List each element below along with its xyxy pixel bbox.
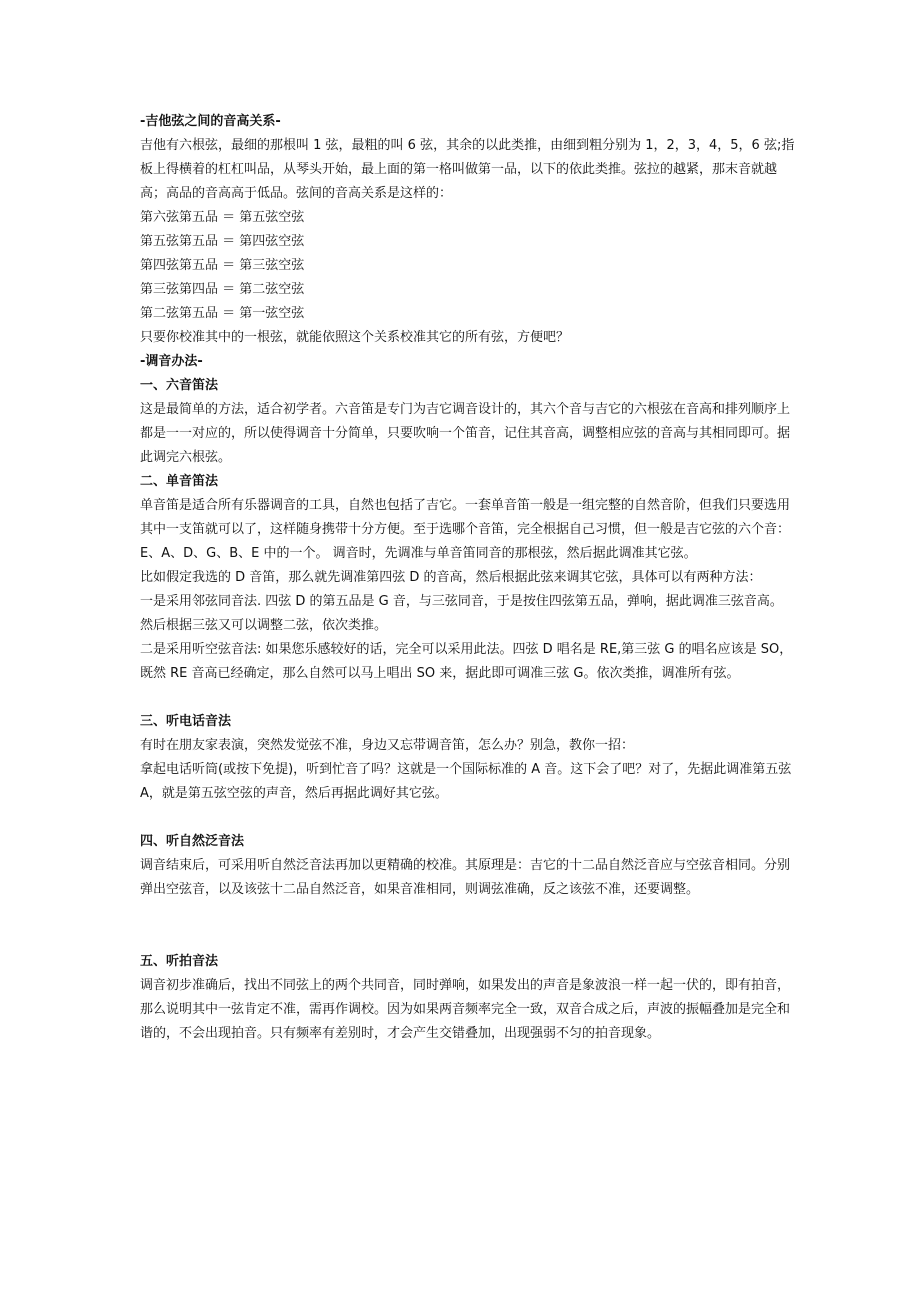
relation-line: 第四弦第五品 ＝ 第三弦空弦: [140, 258, 305, 273]
relation-line: 第三弦第四品 ＝ 第二弦空弦: [140, 282, 305, 297]
spacer: [140, 686, 795, 710]
method-3-title: 三、听电话音法: [140, 714, 232, 729]
spacer: [140, 806, 795, 830]
relation-line: 第六弦第五品 ＝ 第五弦空弦: [140, 210, 305, 225]
spacer: [140, 902, 795, 950]
method-2-example: 比如假定我选的 D 音笛，那么就先调准第四弦 D 的音高，然后根据此弦来调其它弦，具体可以有两种方法：: [140, 570, 762, 585]
intro-paragraph: 吉他有六根弦，最细的那根叫 1 弦，最粗的叫 6 弦，其余的以此类推，由细到粗分别为 1，2，3，4，5，6 弦;指板上得横着的杠杠叫品，从琴头开始，最上面的第一格叫做第一品，以下的依此类推。弦拉的越紧，那末音就越高；高品的音高高于低品。弦间的音高关系是这样的：: [140, 138, 795, 201]
method-2-title: 二、单音笛法: [140, 474, 219, 489]
method-3-body: 拿起电话听筒(或按下免提)，听到忙音了吗？这就是一个国际标准的 A 音。这下会了吧？对了，先据此调准第五弦 A，就是第五弦空弦的声音，然后再据此调好其它弦。: [140, 762, 792, 801]
method-3-intro: 有时在朋友家表演，突然发觉弦不准，身边又忘带调音笛，怎么办？别急，教你一招：: [140, 738, 635, 753]
method-1-body: 这是最简单的方法，适合初学者。六音笛是专门为吉它调音设计的，其六个音与吉它的六根弦在音高和排列顺序上都是一一对应的，所以使得调音十分简单，只要吹响一个笛音，记住其音高，调整相应弦的音高与其相同即可。据此调完六根弦。: [140, 402, 791, 465]
method-5-title: 五、听拍音法: [140, 954, 219, 969]
method-1-title: 一、六音笛法: [140, 378, 219, 393]
relation-summary: 只要你校准其中的一根弦，就能依照这个关系校准其它的所有弦，方便吧？: [140, 330, 570, 345]
section-title-tuning-methods: -调音办法-: [140, 354, 203, 369]
method-2-way-1: 一是采用邻弦同音法. 四弦 D 的第五品是 G 音，与三弦同音，于是按住四弦第五品，弹响，据此调准三弦音高。然后根据三弦又可以调整二弦，依次类推。: [140, 594, 783, 633]
method-4-body: 调音结束后，可采用听自然泛音法再加以更精确的校准。其原理是：吉它的十二品自然泛音应与空弦音相同。分别弹出空弦音，以及该弦十二品自然泛音，如果音准相同，则调弦准确，反之该弦不准，还要调整。: [140, 858, 791, 897]
relation-line: 第五弦第五品 ＝ 第四弦空弦: [140, 234, 305, 249]
method-5-body: 调音初步准确后，找出不同弦上的两个共同音，同时弹响，如果发出的声音是象波浪一样一起一伏的，即有拍音，那么说明其中一弦肯定不准，需再作调校。因为如果两音频率完全一致，双音合成之后，声波的振幅叠加是完全和谐的，不会出现拍音。只有频率有差别时，才会产生交错叠加，出现强弱不匀的拍音现象。: [140, 978, 791, 1041]
method-4-title: 四、听自然泛音法: [140, 834, 245, 849]
relation-line: 第二弦第五品 ＝ 第一弦空弦: [140, 306, 305, 321]
method-2-body: 单音笛是适合所有乐器调音的工具，自然也包括了吉它。一套单音笛一般是一组完整的自然音阶，但我们只要选用其中一支笛就可以了，这样随身携带十分方便。至于选哪个音笛，完全根据自己习惯，但一般是吉它弦的六个音：E、A、D、G、B、E 中的一个。 调音时，先调准与单音笛同音的那根弦，然后据此调准其它弦。: [140, 498, 791, 561]
method-2-way-2: 二是采用听空弦音法: 如果您乐感较好的话，完全可以采用此法。四弦 D 唱名是 RE,第三弦 G 的唱名应该是 SO，既然 RE 音高已经确定，那么自然可以马上唱出 SO 来，据此即可调准三弦 G。依次类推，调准所有弦。: [140, 642, 793, 681]
document-page: [140, 110, 795, 1046]
section-title-string-relations: -吉他弦之间的音高关系-: [140, 114, 281, 129]
